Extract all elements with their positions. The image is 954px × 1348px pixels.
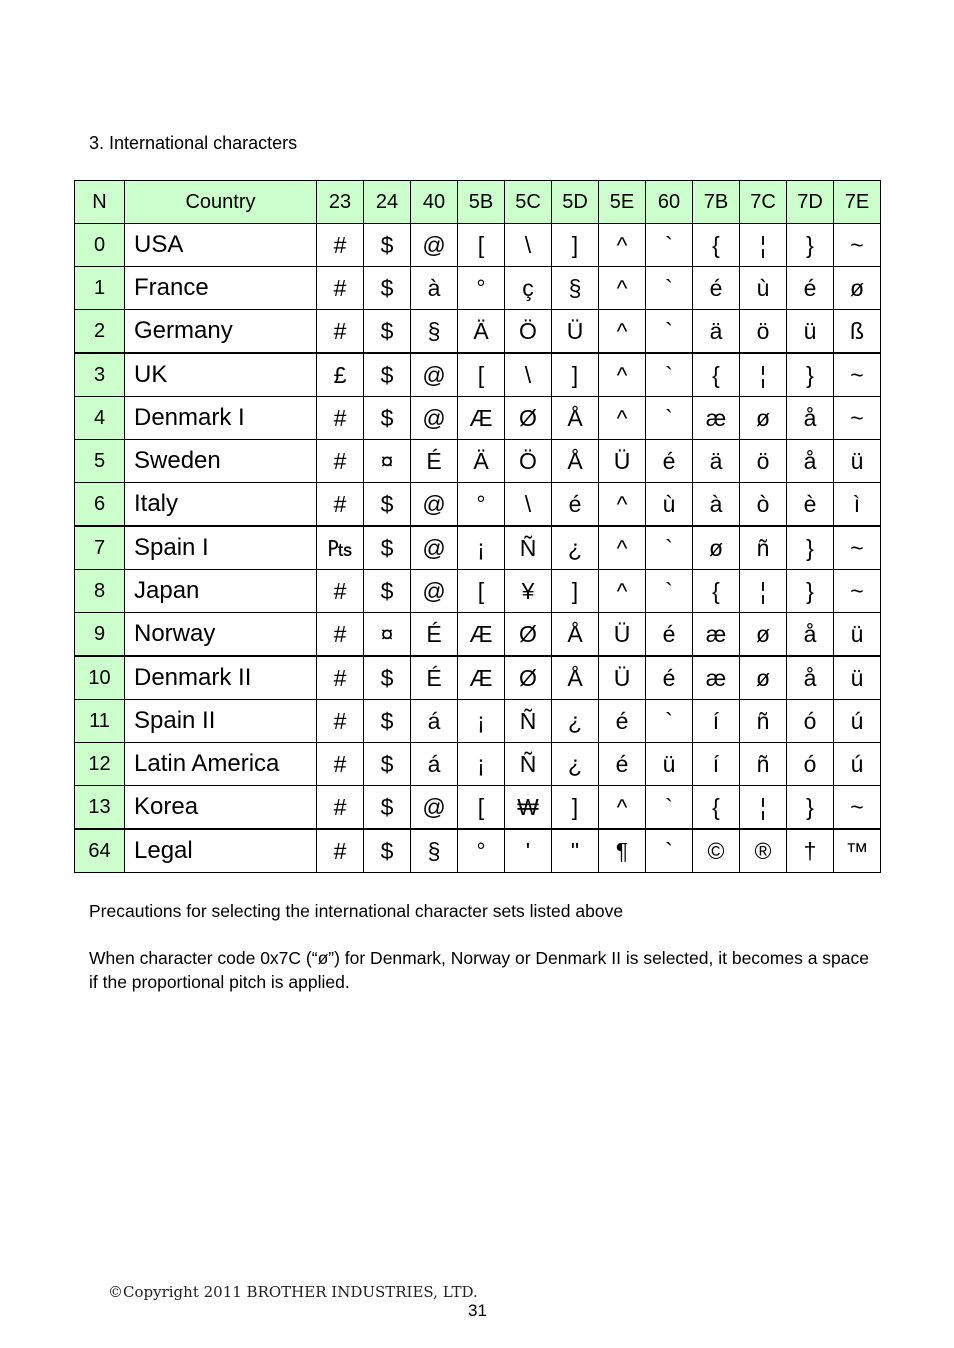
character-cell: ®	[740, 829, 787, 873]
character-cell: í	[693, 700, 740, 743]
character-cell: ]	[552, 570, 599, 613]
character-cell: °	[458, 267, 505, 310]
character-cell: @	[411, 353, 458, 397]
character-cell: $	[364, 397, 411, 440]
character-cell: ø	[740, 397, 787, 440]
character-cell: ^	[599, 786, 646, 830]
character-cell: ~	[834, 397, 881, 440]
section-title: 3. International characters	[89, 133, 298, 153]
character-cell: ö	[740, 440, 787, 483]
character-cell: #	[317, 483, 364, 527]
character-cell: $	[364, 310, 411, 354]
character-cell: ^	[599, 353, 646, 397]
character-cell: ]	[552, 353, 599, 397]
character-cell: #	[317, 829, 364, 873]
table-row	[75, 743, 881, 786]
character-cell: Ä	[458, 310, 505, 354]
table-row	[75, 700, 881, 743]
character-cell: ~	[834, 526, 881, 570]
character-cell: ¦	[740, 786, 787, 830]
character-cell: ~	[834, 786, 881, 830]
character-cell: Ä	[458, 440, 505, 483]
table-row	[75, 397, 881, 440]
character-cell: ø	[693, 526, 740, 570]
table-row	[75, 440, 881, 483]
character-cell: ₩	[505, 786, 552, 830]
character-cell: ¦	[740, 570, 787, 613]
character-cell: Ø	[505, 656, 552, 700]
character-cell: í	[693, 743, 740, 786]
character-cell: ü	[834, 440, 881, 483]
character-cell: Æ	[458, 613, 505, 657]
character-cell: Ø	[505, 397, 552, 440]
header-cell: 7B	[693, 181, 740, 224]
character-cell: #	[317, 224, 364, 267]
character-cell: æ	[693, 613, 740, 657]
header-cell: 5B	[458, 181, 505, 224]
character-cell: à	[693, 483, 740, 527]
character-cell: ^	[599, 397, 646, 440]
international-characters-table	[74, 180, 881, 873]
table-row	[75, 224, 881, 267]
character-cell: `	[646, 829, 693, 873]
character-cell: #	[317, 570, 364, 613]
character-cell: [	[458, 224, 505, 267]
character-cell: `	[646, 397, 693, 440]
character-cell: #	[317, 397, 364, 440]
character-cell: `	[646, 224, 693, 267]
character-cell: ¿	[552, 526, 599, 570]
header-cell: 7D	[787, 181, 834, 224]
character-cell: #	[317, 786, 364, 830]
character-cell: Ü	[599, 440, 646, 483]
character-cell: é	[646, 440, 693, 483]
header-cell: 7E	[834, 181, 881, 224]
set-number-cell: 9	[75, 613, 125, 657]
character-cell: §	[411, 310, 458, 354]
character-cell: É	[411, 656, 458, 700]
character-cell: §	[552, 267, 599, 310]
character-cell: $	[364, 656, 411, 700]
character-cell: Ü	[552, 310, 599, 354]
character-cell: Ñ	[505, 743, 552, 786]
set-number-cell: 11	[75, 700, 125, 743]
set-number-cell: 6	[75, 483, 125, 527]
character-cell: Æ	[458, 656, 505, 700]
character-cell: ç	[505, 267, 552, 310]
character-cell: Ü	[599, 613, 646, 657]
country-cell: Spain I	[125, 526, 317, 570]
table-row	[75, 570, 881, 613]
character-cell: `	[646, 786, 693, 830]
page-number: 31	[468, 1301, 487, 1320]
table-row	[75, 656, 881, 700]
character-cell: ^	[599, 310, 646, 354]
character-cell: ø	[740, 656, 787, 700]
character-cell: Ü	[599, 656, 646, 700]
character-cell: #	[317, 700, 364, 743]
character-cell: ¿	[552, 743, 599, 786]
character-cell: á	[411, 743, 458, 786]
character-cell: `	[646, 267, 693, 310]
character-cell: à	[411, 267, 458, 310]
character-cell: ¤	[364, 613, 411, 657]
character-cell: Å	[552, 613, 599, 657]
character-cell: ü	[646, 743, 693, 786]
character-cell: †	[787, 829, 834, 873]
character-cell: é	[599, 700, 646, 743]
character-cell: ù	[740, 267, 787, 310]
character-cell: ^	[599, 224, 646, 267]
header-cell: 5E	[599, 181, 646, 224]
character-cell: }	[787, 224, 834, 267]
character-cell: @	[411, 526, 458, 570]
set-number-cell: 3	[75, 353, 125, 397]
set-number-cell: 4	[75, 397, 125, 440]
character-cell: ø	[740, 613, 787, 657]
character-cell: Ø	[505, 613, 552, 657]
character-cell: {	[693, 786, 740, 830]
country-cell: Norway	[125, 613, 317, 657]
country-cell: Korea	[125, 786, 317, 830]
header-cell: 40	[411, 181, 458, 224]
character-cell: °	[458, 829, 505, 873]
character-cell: [	[458, 786, 505, 830]
character-cell: \	[505, 224, 552, 267]
character-cell: å	[787, 440, 834, 483]
header-cell: N	[75, 181, 125, 224]
character-cell: }	[787, 570, 834, 613]
character-cell: $	[364, 570, 411, 613]
character-cell: ™	[834, 829, 881, 873]
character-cell: ú	[834, 743, 881, 786]
character-cell: ]	[552, 786, 599, 830]
character-cell: "	[552, 829, 599, 873]
set-number-cell: 64	[75, 829, 125, 873]
copyright-text: ©Copyright 2011 BROTHER INDUSTRIES, LTD.	[108, 1283, 478, 1301]
character-cell: $	[364, 743, 411, 786]
header-cell: 5C	[505, 181, 552, 224]
set-number-cell: 0	[75, 224, 125, 267]
character-cell: °	[458, 483, 505, 527]
character-cell: ñ	[740, 526, 787, 570]
character-cell: #	[317, 440, 364, 483]
table-row	[75, 613, 881, 657]
character-cell: Ö	[505, 310, 552, 354]
country-cell: UK	[125, 353, 317, 397]
character-cell: {	[693, 224, 740, 267]
character-cell: è	[787, 483, 834, 527]
character-cell: Ñ	[505, 700, 552, 743]
character-cell: Ö	[505, 440, 552, 483]
set-number-cell: 5	[75, 440, 125, 483]
country-cell: Latin America	[125, 743, 317, 786]
character-cell: ~	[834, 570, 881, 613]
character-cell: ¡	[458, 526, 505, 570]
character-cell: ^	[599, 526, 646, 570]
character-cell: {	[693, 570, 740, 613]
set-number-cell: 12	[75, 743, 125, 786]
character-cell: ó	[787, 700, 834, 743]
character-cell: Å	[552, 397, 599, 440]
character-cell: #	[317, 613, 364, 657]
table-row	[75, 267, 881, 310]
character-cell: ©	[693, 829, 740, 873]
character-cell: É	[411, 440, 458, 483]
character-cell: Ñ	[505, 526, 552, 570]
character-cell: ò	[740, 483, 787, 527]
character-cell: Æ	[458, 397, 505, 440]
character-cell: @	[411, 483, 458, 527]
character-cell: ^	[599, 267, 646, 310]
character-cell: ß	[834, 310, 881, 354]
character-cell: ~	[834, 224, 881, 267]
character-cell: ü	[834, 656, 881, 700]
character-cell: ä	[693, 310, 740, 354]
character-cell: æ	[693, 397, 740, 440]
character-cell: á	[411, 700, 458, 743]
character-cell: é	[552, 483, 599, 527]
character-cell: }	[787, 526, 834, 570]
character-cell: @	[411, 570, 458, 613]
character-cell: Å	[552, 440, 599, 483]
character-cell: ¡	[458, 700, 505, 743]
country-cell: Germany	[125, 310, 317, 354]
character-cell: [	[458, 570, 505, 613]
character-cell: ¤	[364, 440, 411, 483]
character-cell: ¦	[740, 353, 787, 397]
country-cell: Legal	[125, 829, 317, 873]
header-cell: 23	[317, 181, 364, 224]
header-cell: 24	[364, 181, 411, 224]
character-cell: [	[458, 353, 505, 397]
character-cell: }	[787, 353, 834, 397]
character-cell: Å	[552, 656, 599, 700]
character-cell: @	[411, 786, 458, 830]
character-cell: `	[646, 526, 693, 570]
character-cell: $	[364, 224, 411, 267]
set-number-cell: 7	[75, 526, 125, 570]
table-row	[75, 526, 881, 570]
set-number-cell: 10	[75, 656, 125, 700]
header-cell: 60	[646, 181, 693, 224]
character-cell: É	[411, 613, 458, 657]
table-header-row	[75, 181, 881, 224]
character-cell: #	[317, 310, 364, 354]
character-cell: ø	[834, 267, 881, 310]
header-cell: 5D	[552, 181, 599, 224]
character-cell: ä	[693, 440, 740, 483]
character-cell: é	[693, 267, 740, 310]
character-cell: ü	[834, 613, 881, 657]
character-cell: `	[646, 570, 693, 613]
character-cell: \	[505, 483, 552, 527]
character-cell: \	[505, 353, 552, 397]
country-cell: Spain II	[125, 700, 317, 743]
table-row	[75, 786, 881, 830]
set-number-cell: 2	[75, 310, 125, 354]
character-cell: `	[646, 310, 693, 354]
character-cell: $	[364, 483, 411, 527]
character-cell: ñ	[740, 700, 787, 743]
table-row	[75, 829, 881, 873]
character-cell: ¡	[458, 743, 505, 786]
character-cell: å	[787, 613, 834, 657]
character-cell: ₧	[317, 526, 364, 570]
country-cell: France	[125, 267, 317, 310]
character-cell: #	[317, 656, 364, 700]
character-cell: §	[411, 829, 458, 873]
character-cell: £	[317, 353, 364, 397]
character-cell: ó	[787, 743, 834, 786]
character-cell: @	[411, 224, 458, 267]
character-cell: ^	[599, 570, 646, 613]
character-cell: $	[364, 829, 411, 873]
character-cell: #	[317, 267, 364, 310]
character-cell: '	[505, 829, 552, 873]
character-cell: é	[599, 743, 646, 786]
character-cell: $	[364, 786, 411, 830]
character-cell: ¦	[740, 224, 787, 267]
character-cell: ¿	[552, 700, 599, 743]
character-cell: å	[787, 656, 834, 700]
character-cell: $	[364, 526, 411, 570]
set-number-cell: 13	[75, 786, 125, 830]
table-row	[75, 483, 881, 527]
character-cell: $	[364, 267, 411, 310]
character-cell: $	[364, 700, 411, 743]
table-row	[75, 353, 881, 397]
table-row	[75, 310, 881, 354]
country-cell: Japan	[125, 570, 317, 613]
set-number-cell: 1	[75, 267, 125, 310]
character-cell: ^	[599, 483, 646, 527]
country-cell: Denmark II	[125, 656, 317, 700]
character-cell: ¥	[505, 570, 552, 613]
character-cell: $	[364, 353, 411, 397]
character-cell: #	[317, 743, 364, 786]
character-cell: ú	[834, 700, 881, 743]
country-cell: Sweden	[125, 440, 317, 483]
character-cell: å	[787, 397, 834, 440]
character-cell: {	[693, 353, 740, 397]
character-cell: ì	[834, 483, 881, 527]
character-cell: é	[646, 656, 693, 700]
header-cell: 7C	[740, 181, 787, 224]
character-cell: ]	[552, 224, 599, 267]
character-cell: `	[646, 700, 693, 743]
character-cell: `	[646, 353, 693, 397]
character-cell: @	[411, 397, 458, 440]
set-number-cell: 8	[75, 570, 125, 613]
character-cell: æ	[693, 656, 740, 700]
precautions-heading: Precautions for selecting the international character sets listed above	[89, 901, 624, 921]
country-cell: USA	[125, 224, 317, 267]
character-cell: é	[787, 267, 834, 310]
header-cell: Country	[125, 181, 317, 224]
character-cell: é	[646, 613, 693, 657]
country-cell: Italy	[125, 483, 317, 527]
character-cell: }	[787, 786, 834, 830]
character-cell: ~	[834, 353, 881, 397]
character-cell: ö	[740, 310, 787, 354]
character-cell: ü	[787, 310, 834, 354]
country-cell: Denmark I	[125, 397, 317, 440]
precautions-note: When character code 0x7C (“ø”) for Denmark, Norway or Denmark II is selected, it becomes a space if the proportional pitch is applied.	[89, 948, 869, 992]
character-cell: ñ	[740, 743, 787, 786]
character-cell: ¶	[599, 829, 646, 873]
character-cell: ù	[646, 483, 693, 527]
